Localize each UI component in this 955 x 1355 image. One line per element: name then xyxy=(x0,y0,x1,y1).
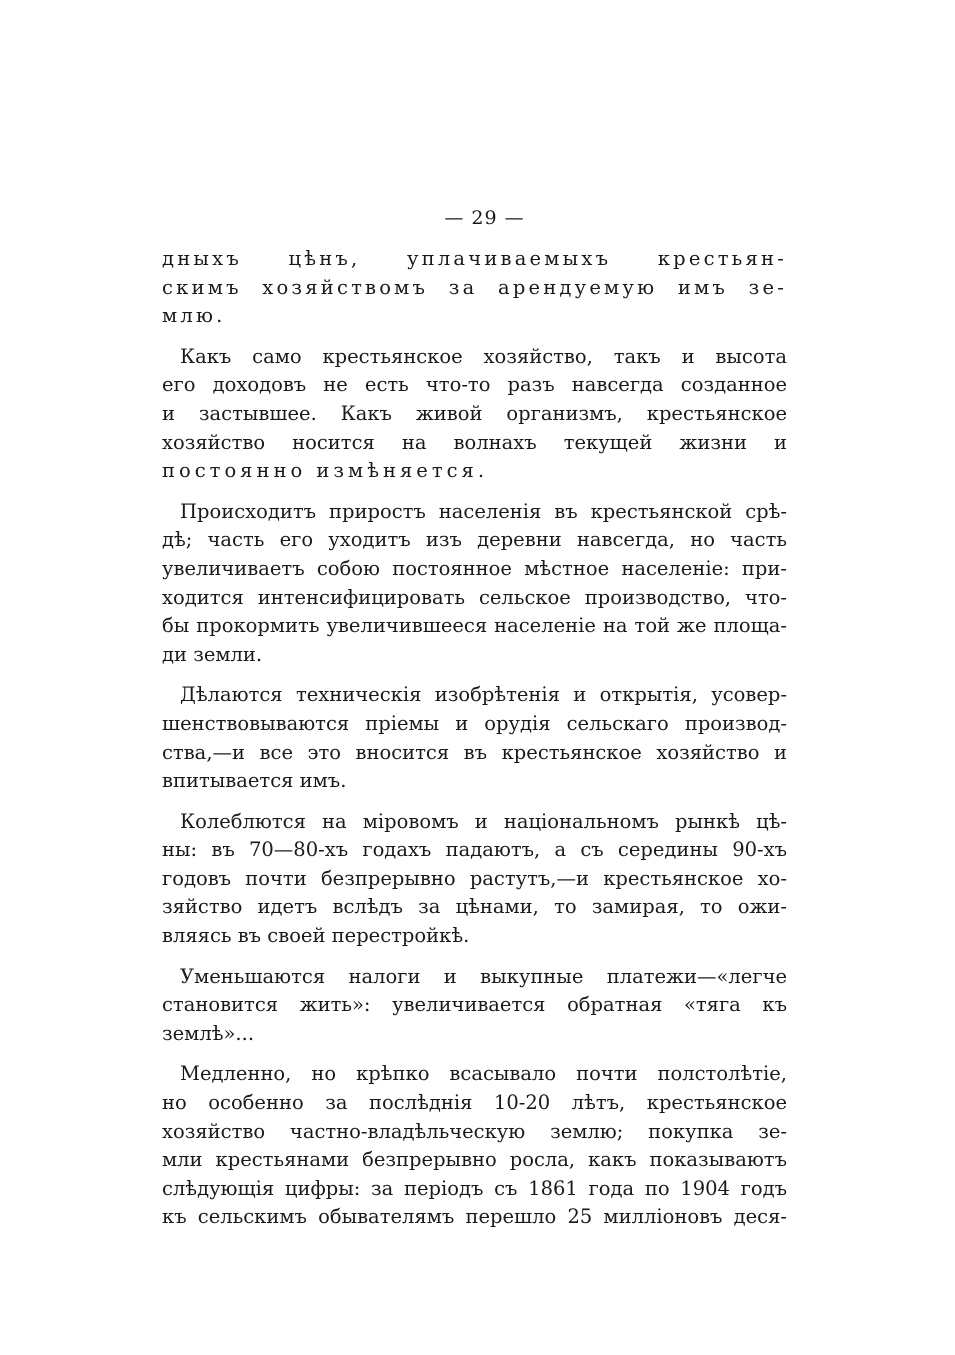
book-page xyxy=(162,205,787,1244)
text-line: Уменьшаются налоги и выкупные платежи—«легче xyxy=(180,964,787,988)
text-line: дѣ; часть его уходитъ изъ деревни навсегда, но часть xyxy=(162,528,787,552)
text-line: Происходитъ приростъ населенія въ крестьянской срѣ- xyxy=(180,499,787,523)
text-line: млю. xyxy=(162,304,226,328)
text-line: мли крестьянами безпрерывно росла, какъ показываютъ xyxy=(162,1148,787,1172)
text-line: ства,—и все это вносится въ крестьянское хозяйство и xyxy=(162,740,787,764)
text-line: Дѣлаются техническія изобрѣтенія и открытія, усовер- xyxy=(180,683,787,707)
text-line: постоянно измѣняется. xyxy=(162,459,489,483)
text-line: бы прокормить увеличившееся населеніе на той же площа- xyxy=(162,614,787,638)
text-line: ходится интенсифицировать сельское производство, что- xyxy=(162,585,787,609)
text-line: слѣдующія цифры: за періодъ съ 1861 года по 1904 годъ xyxy=(162,1176,787,1200)
paragraph xyxy=(162,963,787,1049)
text-line: Какъ само крестьянское хозяйство, такъ и высота xyxy=(180,344,787,368)
paragraph xyxy=(162,1060,787,1232)
text-line: хозяйство частно-владѣльческую землю; покупка зе- xyxy=(162,1119,787,1143)
text-line: но особенно за послѣднія 10-20 лѣтъ, крестьянское xyxy=(162,1091,787,1115)
text-line: зяйство идетъ вслѣдъ за цѣнами, то замирая, то ожи- xyxy=(162,895,787,919)
text-line: Медленно, но крѣпко всасывало почти полстолѣтіе, xyxy=(180,1062,787,1086)
paragraph xyxy=(162,343,787,486)
paragraph-continuation xyxy=(162,245,787,331)
text-line: ди земли. xyxy=(162,642,263,666)
text-line: и застывшее. Какъ живой организмъ, крестьянское xyxy=(162,401,787,425)
text-line: Колеблются на міровомъ и національномъ рынкѣ цѣ- xyxy=(180,809,787,833)
text-line: шенствовываются пріемы и орудія сельскаго производ- xyxy=(162,711,787,735)
text-line: ны: въ 70—80-хъ годахъ падаютъ, а съ середины 90-хъ xyxy=(162,838,787,862)
paragraph xyxy=(162,498,787,670)
text-line: его доходовъ не есть что-то разъ навсегда созданное xyxy=(162,373,787,397)
text-line: увеличиваетъ собою постоянное мѣстное населеніе: при- xyxy=(162,556,787,580)
text-line: годовъ почти безпрерывно растутъ,—и крестьянское хо- xyxy=(162,866,787,890)
text-line: впитывается имъ. xyxy=(162,769,347,793)
paragraph xyxy=(162,681,787,795)
text-line: становится жить»: увеличивается обратная «тяга къ xyxy=(162,993,787,1017)
paragraph xyxy=(162,808,787,951)
text-line: землѣ»... xyxy=(162,1021,255,1045)
text-line: скимъ хозяйствомъ за арендуемую имъ зе- xyxy=(162,275,787,299)
text-line: къ сельскимъ обывателямъ перешло 25 милліоновъ деся- xyxy=(162,1205,787,1229)
text-line: вляясь въ своей перестройкѣ. xyxy=(162,924,470,948)
text-line: дныхъ цѣнъ, уплачиваемыхъ крестьян- xyxy=(162,247,787,270)
page-number: — 29 — xyxy=(444,207,525,229)
text-line: хозяйство носится на волнахъ текущей жизни и xyxy=(162,430,787,454)
